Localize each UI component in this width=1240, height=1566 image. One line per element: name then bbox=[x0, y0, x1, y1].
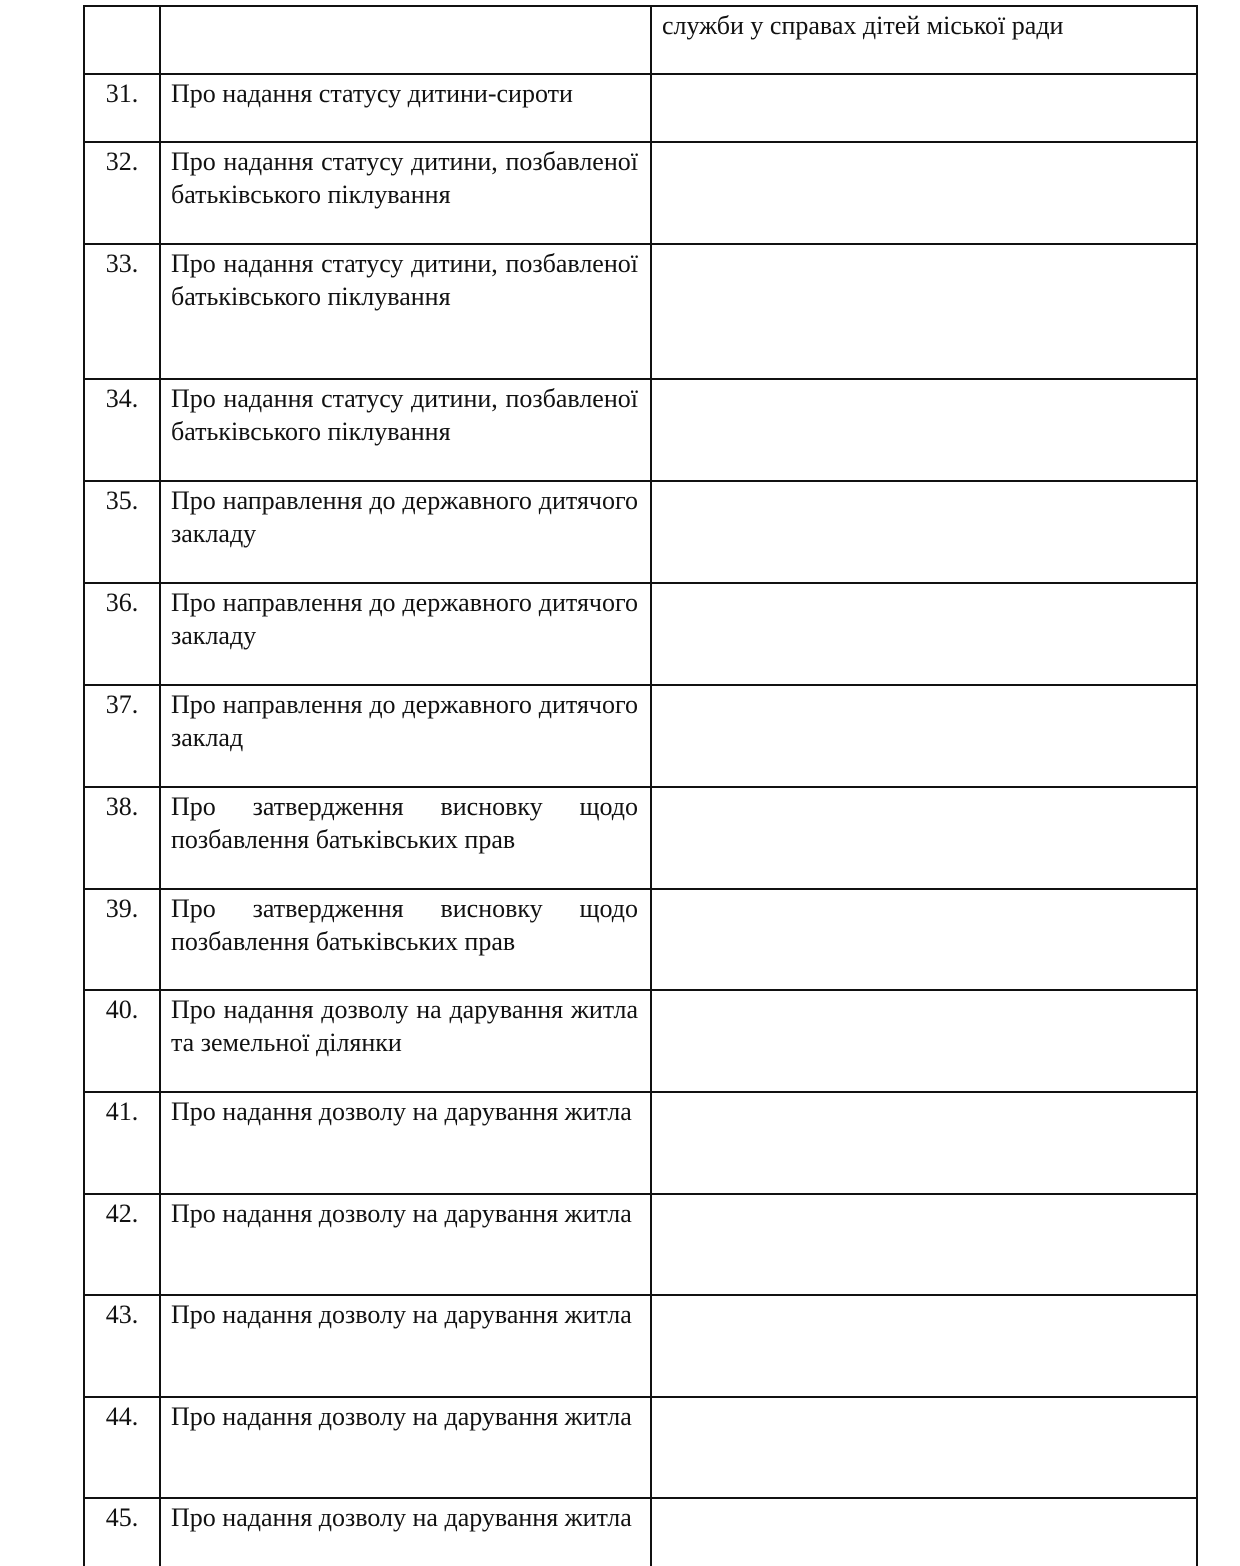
row-number: 44. bbox=[84, 1397, 160, 1498]
table-row bbox=[84, 6, 1197, 74]
row-note bbox=[651, 142, 1197, 244]
row-number: 32. bbox=[84, 142, 160, 244]
row-note bbox=[651, 1498, 1197, 1566]
row-number: 39. bbox=[84, 889, 160, 990]
row-note bbox=[651, 583, 1197, 685]
row-number: 38. bbox=[84, 787, 160, 889]
row-subject: Про надання дозволу на дарування житла bbox=[160, 1397, 651, 1498]
row-note bbox=[651, 481, 1197, 583]
row-number: 43. bbox=[84, 1295, 160, 1397]
row-number: 45. bbox=[84, 1498, 160, 1566]
row-subject: Про надання дозволу на дарування житла та земельної ділянки bbox=[160, 990, 651, 1092]
table-row bbox=[84, 1092, 1197, 1194]
row-number: 42. bbox=[84, 1194, 160, 1295]
table-row bbox=[84, 244, 1197, 379]
row-subject: Про надання дозволу на дарування житла bbox=[160, 1295, 651, 1397]
table-row bbox=[84, 379, 1197, 481]
table-row bbox=[84, 1194, 1197, 1295]
table-row bbox=[84, 142, 1197, 244]
row-note bbox=[651, 787, 1197, 889]
row-subject: Про надання статусу дитини-сироти bbox=[160, 74, 651, 142]
row-subject: Про затвердження висновку щодо позбавлення батьківських прав bbox=[160, 787, 651, 889]
row-note bbox=[651, 889, 1197, 990]
row-number: 34. bbox=[84, 379, 160, 481]
row-subject bbox=[160, 6, 651, 74]
row-number: 40. bbox=[84, 990, 160, 1092]
table-row bbox=[84, 1498, 1197, 1566]
row-subject: Про направлення до державного дитячого закладу bbox=[160, 481, 651, 583]
table-row bbox=[84, 1397, 1197, 1498]
row-number bbox=[84, 6, 160, 74]
table-row bbox=[84, 481, 1197, 583]
row-note bbox=[651, 244, 1197, 379]
row-note bbox=[651, 1295, 1197, 1397]
table-row bbox=[84, 1295, 1197, 1397]
row-note bbox=[651, 74, 1197, 142]
row-number: 36. bbox=[84, 583, 160, 685]
table-row bbox=[84, 685, 1197, 787]
row-subject: Про надання статусу дитини, позбавленої батьківського піклування bbox=[160, 142, 651, 244]
row-note: служби у справах дітей міської ради bbox=[651, 6, 1197, 74]
table-row bbox=[84, 787, 1197, 889]
table-row bbox=[84, 583, 1197, 685]
row-number: 37. bbox=[84, 685, 160, 787]
row-note bbox=[651, 1092, 1197, 1194]
row-note bbox=[651, 990, 1197, 1092]
row-subject: Про надання дозволу на дарування житла bbox=[160, 1194, 651, 1295]
row-subject: Про затвердження висновку щодо позбавлення батьківських прав bbox=[160, 889, 651, 990]
row-subject: Про надання статусу дитини, позбавленої батьківського піклування bbox=[160, 379, 651, 481]
row-subject: Про надання дозволу на дарування житла bbox=[160, 1092, 651, 1194]
decisions-table bbox=[83, 5, 1198, 1566]
row-number: 41. bbox=[84, 1092, 160, 1194]
row-subject: Про надання статусу дитини, позбавленої батьківського піклування bbox=[160, 244, 651, 379]
table-row bbox=[84, 889, 1197, 990]
table-row bbox=[84, 990, 1197, 1092]
row-note bbox=[651, 379, 1197, 481]
row-number: 35. bbox=[84, 481, 160, 583]
table-row bbox=[84, 74, 1197, 142]
row-note bbox=[651, 1194, 1197, 1295]
row-number: 33. bbox=[84, 244, 160, 379]
row-subject: Про направлення до державного дитячого закладу bbox=[160, 583, 651, 685]
row-note bbox=[651, 1397, 1197, 1498]
row-subject: Про направлення до державного дитячого заклад bbox=[160, 685, 651, 787]
row-subject: Про надання дозволу на дарування житла bbox=[160, 1498, 651, 1566]
row-number: 31. bbox=[84, 74, 160, 142]
row-note bbox=[651, 685, 1197, 787]
